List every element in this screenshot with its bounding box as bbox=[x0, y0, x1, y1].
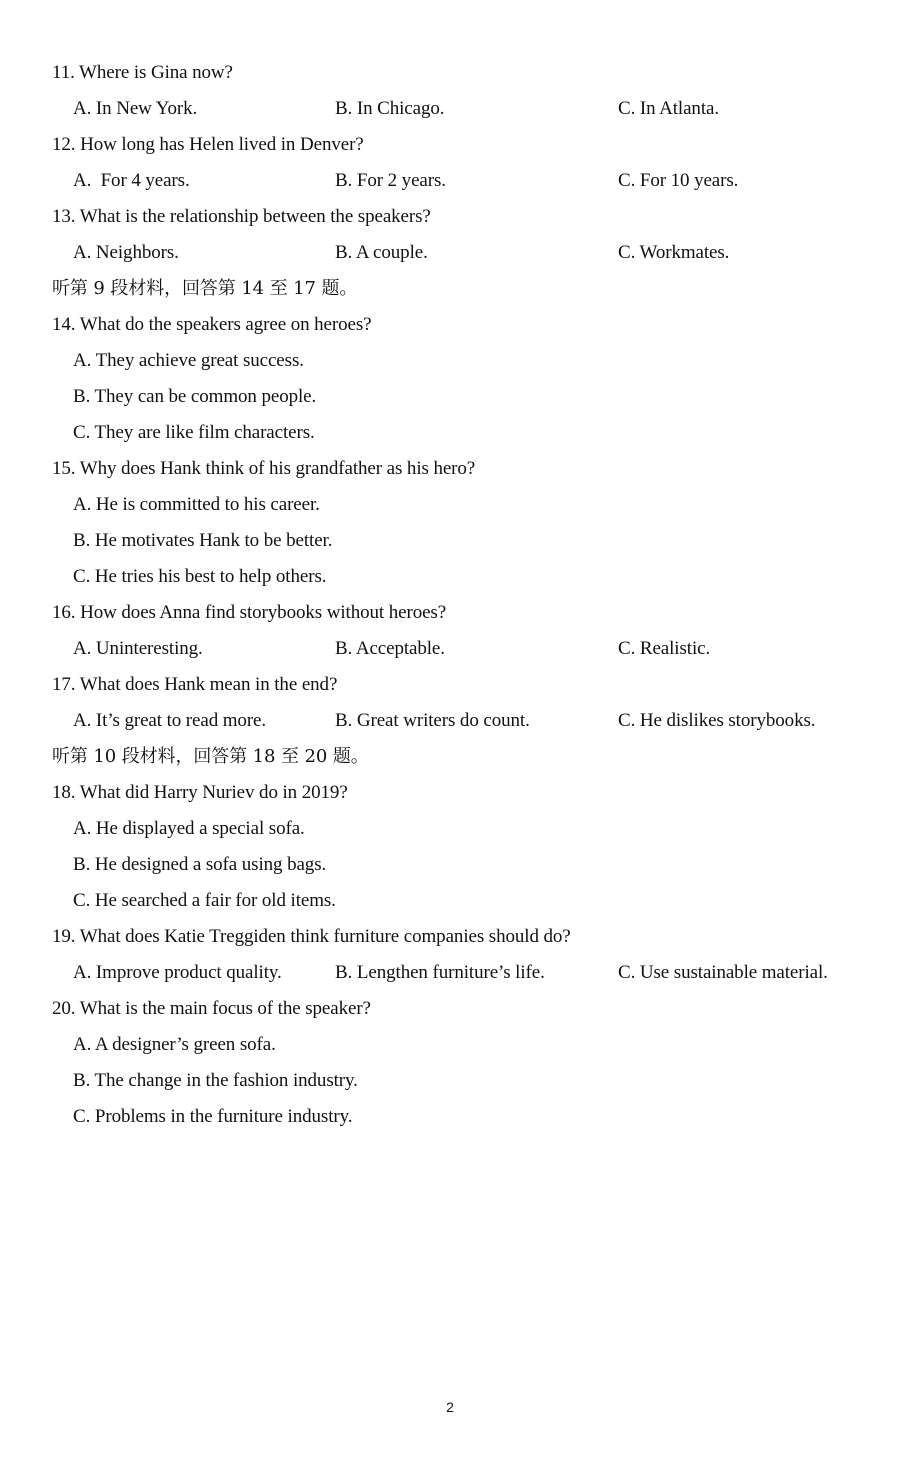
question-19-stem: 19. What does Katie Treggiden think furniture companies should do? bbox=[52, 926, 571, 947]
question-11-option-b: B. In Chicago. bbox=[335, 98, 445, 119]
question-19-option-a: A. Improve product quality. bbox=[73, 962, 282, 983]
question-11-options bbox=[73, 97, 873, 121]
question-13-stem: 13. What is the relationship between the speakers? bbox=[52, 206, 431, 227]
question-17-option-a: A. It’s great to read more. bbox=[73, 710, 267, 731]
question-16-options bbox=[73, 637, 873, 661]
question-13-option-c: C. Workmates. bbox=[618, 242, 730, 263]
question-15-option-b: B. He motivates Hank to be better. bbox=[73, 530, 333, 551]
section-10-instruction: 听第 10 段材料，回答第 18 至 20 题。 bbox=[52, 746, 369, 767]
question-18-stem: 18. What did Harry Nuriev do in 2019? bbox=[52, 782, 348, 803]
question-19-options bbox=[73, 961, 873, 985]
question-17-option-c: C. He dislikes storybooks. bbox=[618, 710, 816, 731]
question-16-option-a: A. Uninteresting. bbox=[73, 638, 203, 659]
section-9-instruction: 听第 9 段材料，回答第 14 至 17 题。 bbox=[52, 278, 358, 299]
question-15-option-a: A. He is committed to his career. bbox=[73, 494, 320, 515]
question-13-option-a: A. Neighbors. bbox=[73, 242, 179, 263]
question-12-stem: 12. How long has Helen lived in Denver? bbox=[52, 134, 364, 155]
question-14-option-a: A. They achieve great success. bbox=[73, 350, 304, 371]
question-20-option-b: B. The change in the fashion industry. bbox=[73, 1070, 358, 1091]
question-12-option-a: A. For 4 years. bbox=[73, 170, 190, 191]
question-12-option-b: B. For 2 years. bbox=[335, 170, 446, 191]
question-19-option-b: B. Lengthen furniture’s life. bbox=[335, 962, 545, 983]
question-16-option-c: C. Realistic. bbox=[618, 638, 711, 659]
question-17-stem: 17. What does Hank mean in the end? bbox=[52, 674, 338, 695]
question-11-option-c: C. In Atlanta. bbox=[618, 98, 719, 119]
question-17-option-b: B. Great writers do count. bbox=[335, 710, 530, 731]
question-20-option-a: A. A designer’s green sofa. bbox=[73, 1034, 276, 1055]
question-20-stem: 20. What is the main focus of the speaker? bbox=[52, 998, 371, 1019]
question-14-stem: 14. What do the speakers agree on heroes? bbox=[52, 314, 372, 335]
question-12-option-c: C. For 10 years. bbox=[618, 170, 739, 191]
question-19-option-c: C. Use sustainable material. bbox=[618, 962, 828, 983]
question-15-option-c: C. He tries his best to help others. bbox=[73, 566, 327, 587]
question-18-option-b: B. He designed a sofa using bags. bbox=[73, 854, 327, 875]
question-16-option-b: B. Acceptable. bbox=[335, 638, 445, 659]
question-20-option-c: C. Problems in the furniture industry. bbox=[73, 1106, 353, 1127]
page-number: 2 bbox=[446, 1399, 454, 1415]
question-18-option-a: A. He displayed a special sofa. bbox=[73, 818, 305, 839]
question-12-options bbox=[73, 169, 873, 193]
question-14-option-b: B. They can be common people. bbox=[73, 386, 317, 407]
question-16-stem: 16. How does Anna find storybooks without heroes? bbox=[52, 602, 447, 623]
question-11-option-a: A. In New York. bbox=[73, 98, 198, 119]
question-17-options bbox=[73, 709, 873, 733]
question-13-option-b: B. A couple. bbox=[335, 242, 428, 263]
question-14-option-c: C. They are like film characters. bbox=[73, 422, 315, 443]
question-11-stem: 11. Where is Gina now? bbox=[52, 62, 233, 83]
question-15-stem: 15. Why does Hank think of his grandfather as his hero? bbox=[52, 458, 476, 479]
question-13-options bbox=[73, 241, 873, 265]
question-18-option-c: C. He searched a fair for old items. bbox=[73, 890, 336, 911]
